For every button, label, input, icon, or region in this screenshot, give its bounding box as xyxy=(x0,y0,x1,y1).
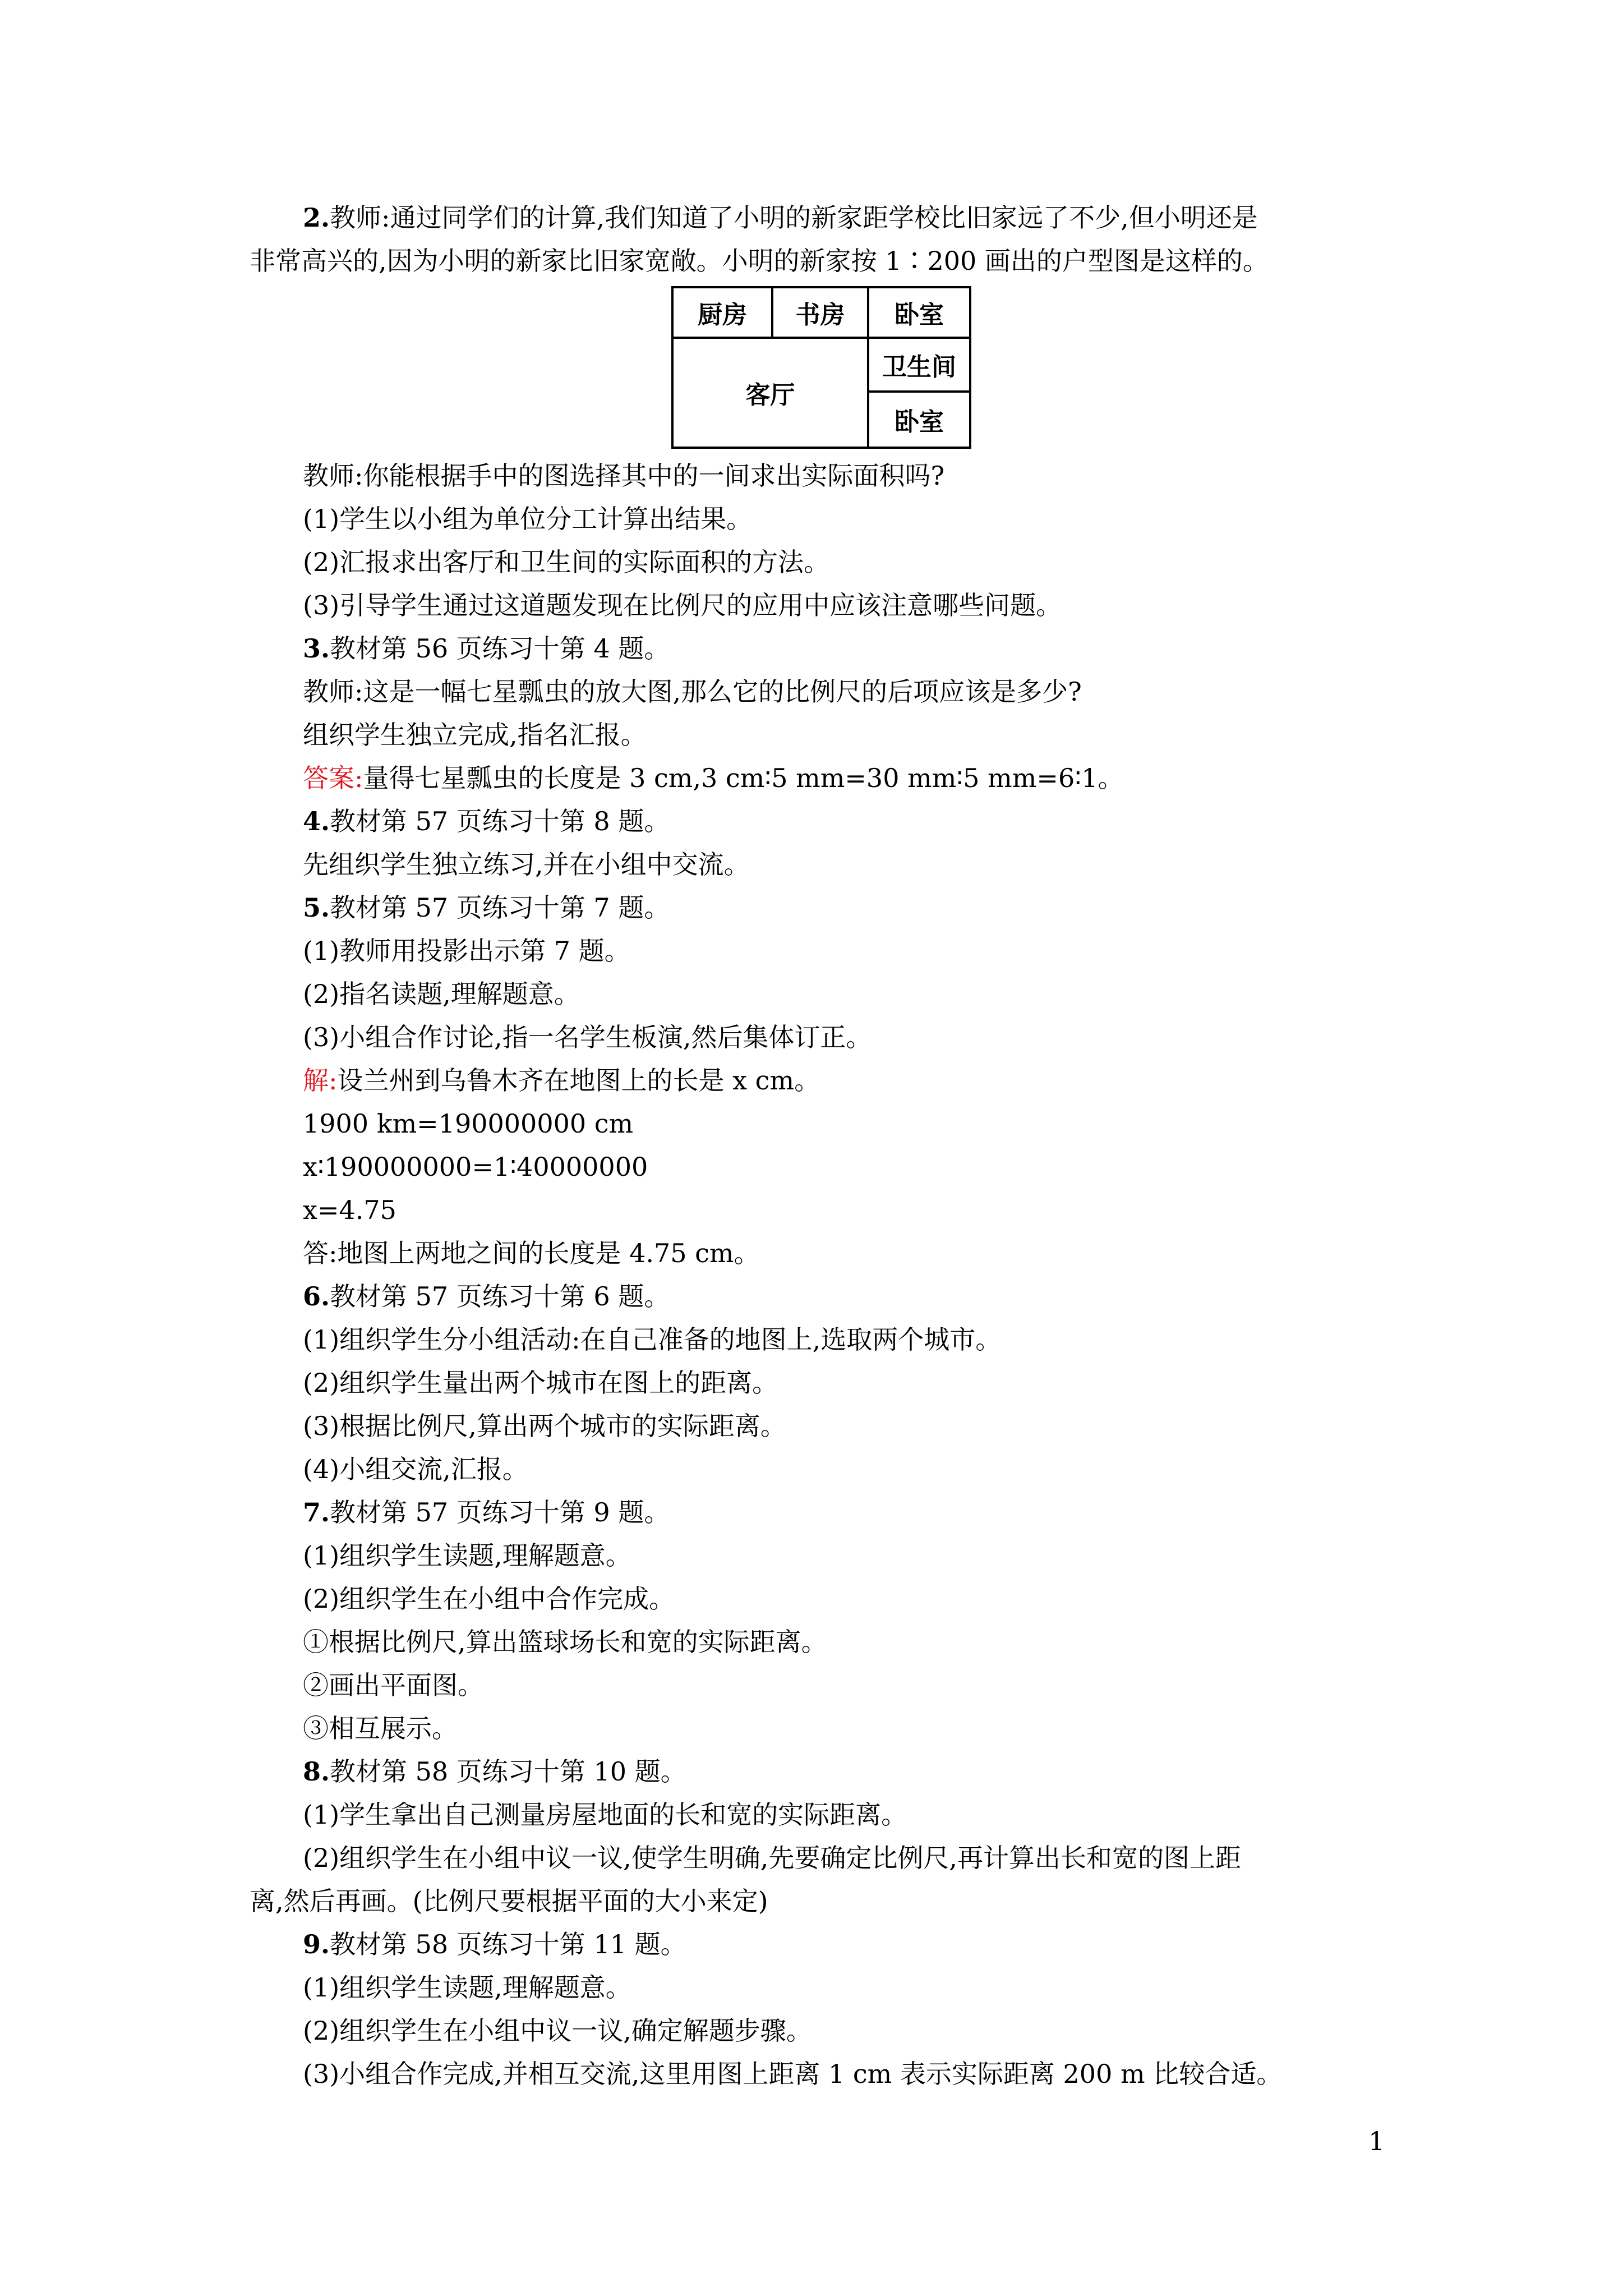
line-text: x=4.75 xyxy=(303,1195,396,1225)
line-text: (2)组织学生量出两个城市在图上的距离。 xyxy=(303,1368,778,1398)
line-text: 教师:你能根据手中的图选择其中的一间求出实际面积吗? xyxy=(303,461,945,491)
line-text: ①根据比例尺,算出篮球场长和宽的实际距离。 xyxy=(303,1627,827,1657)
paragraph-line xyxy=(250,1145,1388,1189)
line-text: (1)学生以小组为单位分工计算出结果。 xyxy=(303,504,753,534)
line-text: 先组织学生独立练习,并在小组中交流。 xyxy=(303,849,750,880)
floor-plan-diagram xyxy=(671,286,971,449)
paragraph-line xyxy=(250,886,1388,930)
paragraph-line xyxy=(250,1577,1388,1621)
room-study: 书房 xyxy=(771,286,869,339)
paragraph-line xyxy=(250,1707,1388,1750)
room-bathroom: 卫生间 xyxy=(867,337,971,393)
line-text: (4)小组交流,汇报。 xyxy=(303,1454,528,1484)
line-text: 教师:这是一幅七星瓢虫的放大图,那么它的比例尺的后项应该是多少? xyxy=(303,677,1082,707)
paragraph-line xyxy=(250,498,1388,541)
room-living: 客厅 xyxy=(671,337,869,449)
paragraph-line xyxy=(250,584,1388,627)
line-text: 1900 km=190000000 cm xyxy=(303,1108,634,1139)
line-text: (2)汇报求出客厅和卫生间的实际面积的方法。 xyxy=(303,547,830,577)
body-lines xyxy=(250,454,1388,2096)
paragraph-line xyxy=(250,1880,1388,1923)
line-text: (1)组织学生分小组活动:在自己准备的地图上,选取两个城市。 xyxy=(303,1324,1002,1355)
line-text: 教材第 57 页练习十第 8 题。 xyxy=(330,806,670,836)
paragraph-line xyxy=(250,454,1388,498)
line-text: (3)根据比例尺,算出两个城市的实际距离。 xyxy=(303,1411,786,1441)
paragraph-line xyxy=(250,627,1388,670)
paragraph-line xyxy=(250,1750,1388,1793)
paragraph-line xyxy=(250,1361,1388,1405)
line-text: 组织学生独立完成,指名汇报。 xyxy=(303,720,647,750)
line-text: (2)指名读题,理解题意。 xyxy=(303,979,580,1009)
paragraph-line xyxy=(250,1837,1388,1880)
line-text: (3)小组合作讨论,指一名学生板演,然后集体订正。 xyxy=(303,1022,872,1052)
room-bedroom: 卧室 xyxy=(867,286,971,339)
line-text: (1)学生拿出自己测量房屋地面的长和宽的实际距离。 xyxy=(303,1800,907,1830)
paragraph-line xyxy=(250,541,1388,584)
paragraph-line xyxy=(250,1966,1388,2009)
paragraph-line xyxy=(250,1059,1388,1102)
paragraph-line xyxy=(250,1491,1388,1534)
paragraph-line xyxy=(250,1102,1388,1145)
line-text: 教材第 57 页练习十第 6 题。 xyxy=(330,1281,670,1312)
paragraph-line xyxy=(250,1016,1388,1059)
line-text: (3)引导学生通过这道题发现在比例尺的应用中应该注意哪些问题。 xyxy=(303,590,1062,620)
line-text: 离,然后再画。(比例尺要根据平面的大小来定) xyxy=(250,1886,768,1916)
paragraph-line xyxy=(250,1318,1388,1361)
paragraph-line xyxy=(250,240,1388,283)
paragraph-line xyxy=(250,1621,1388,1664)
line-text: (3)小组合作完成,并相互交流,这里用图上距离 1 cm 表示实际距离 200 m 比较合适。 xyxy=(303,2059,1283,2089)
line-text: ②画出平面图。 xyxy=(303,1670,483,1700)
paragraph-line xyxy=(250,1448,1388,1491)
answer-label: 解: xyxy=(303,1065,338,1096)
line-text: (2)组织学生在小组中合作完成。 xyxy=(303,1584,675,1614)
page-number: 1 xyxy=(1368,2126,1385,2156)
line-text: 设兰州到乌鲁木齐在地图上的长是 x cm。 xyxy=(337,1065,820,1096)
line-text: 教材第 58 页练习十第 11 题。 xyxy=(330,1929,686,1959)
paragraph-line xyxy=(250,2053,1388,2096)
paragraph-line xyxy=(250,196,1388,240)
paragraph-line xyxy=(250,1232,1388,1275)
item-number: 5. xyxy=(303,892,330,923)
line-text: (1)教师用投影出示第 7 题。 xyxy=(303,936,630,966)
line-text: 答:地图上两地之间的长度是 4.75 cm。 xyxy=(303,1238,760,1268)
paragraph-line xyxy=(250,1664,1388,1707)
item-number: 7. xyxy=(303,1497,330,1527)
item-number: 4. xyxy=(303,806,330,836)
room-bedroom-2: 卧室 xyxy=(867,390,971,449)
item-number: 3. xyxy=(303,633,330,664)
line-text: 教材第 57 页练习十第 9 题。 xyxy=(330,1497,670,1527)
line-text: 教材第 56 页练习十第 4 题。 xyxy=(330,633,670,664)
paragraph-line xyxy=(250,1275,1388,1318)
line-text: 教材第 57 页练习十第 7 题。 xyxy=(330,892,670,923)
paragraph-line xyxy=(250,930,1388,973)
item-number: 8. xyxy=(303,1756,330,1787)
paragraph-line xyxy=(250,670,1388,714)
answer-label: 答案: xyxy=(303,763,363,793)
paragraph-line xyxy=(250,1405,1388,1448)
line-text: (2)组织学生在小组中议一议,确定解题步骤。 xyxy=(303,2016,812,2046)
room-kitchen: 厨房 xyxy=(671,286,773,339)
paragraph-line xyxy=(250,843,1388,886)
line-text: (2)组织学生在小组中议一议,使学生明确,先要确定比例尺,再计算出长和宽的图上距 xyxy=(303,1843,1242,1873)
paragraph-line xyxy=(250,1793,1388,1837)
line-text: ③相互展示。 xyxy=(303,1713,458,1743)
paragraph-line xyxy=(250,973,1388,1016)
paragraph-line xyxy=(250,1534,1388,1577)
item-number: 6. xyxy=(303,1281,330,1312)
item-number: 9. xyxy=(303,1929,330,1959)
line-text: x∶190000000=1∶40000000 xyxy=(303,1152,648,1182)
paragraph-line xyxy=(250,800,1388,843)
paragraph-line xyxy=(250,757,1388,800)
line-text: (1)组织学生读题,理解题意。 xyxy=(303,1972,631,2003)
line-text: 教材第 58 页练习十第 10 题。 xyxy=(330,1756,686,1787)
paragraph-line xyxy=(250,1923,1388,1966)
line-text: (1)组织学生读题,理解题意。 xyxy=(303,1540,631,1571)
paragraph-line xyxy=(250,714,1388,757)
item-number: 2. xyxy=(303,203,330,233)
paragraph-line xyxy=(250,2009,1388,2053)
line-text: 量得七星瓢虫的长度是 3 cm,3 cm∶5 mm=30 mm∶5 mm=6∶1。 xyxy=(363,763,1124,793)
line-text: 教师:通过同学们的计算,我们知道了小明的新家距学校比旧家远了不少,但小明还是 xyxy=(330,203,1258,233)
paragraph-line xyxy=(250,1189,1388,1232)
line-text: 非常高兴的,因为小明的新家比旧家宽敞。小明的新家按 1∶200 画出的户型图是这样的。 xyxy=(250,246,1269,276)
document-page xyxy=(250,196,1388,2096)
